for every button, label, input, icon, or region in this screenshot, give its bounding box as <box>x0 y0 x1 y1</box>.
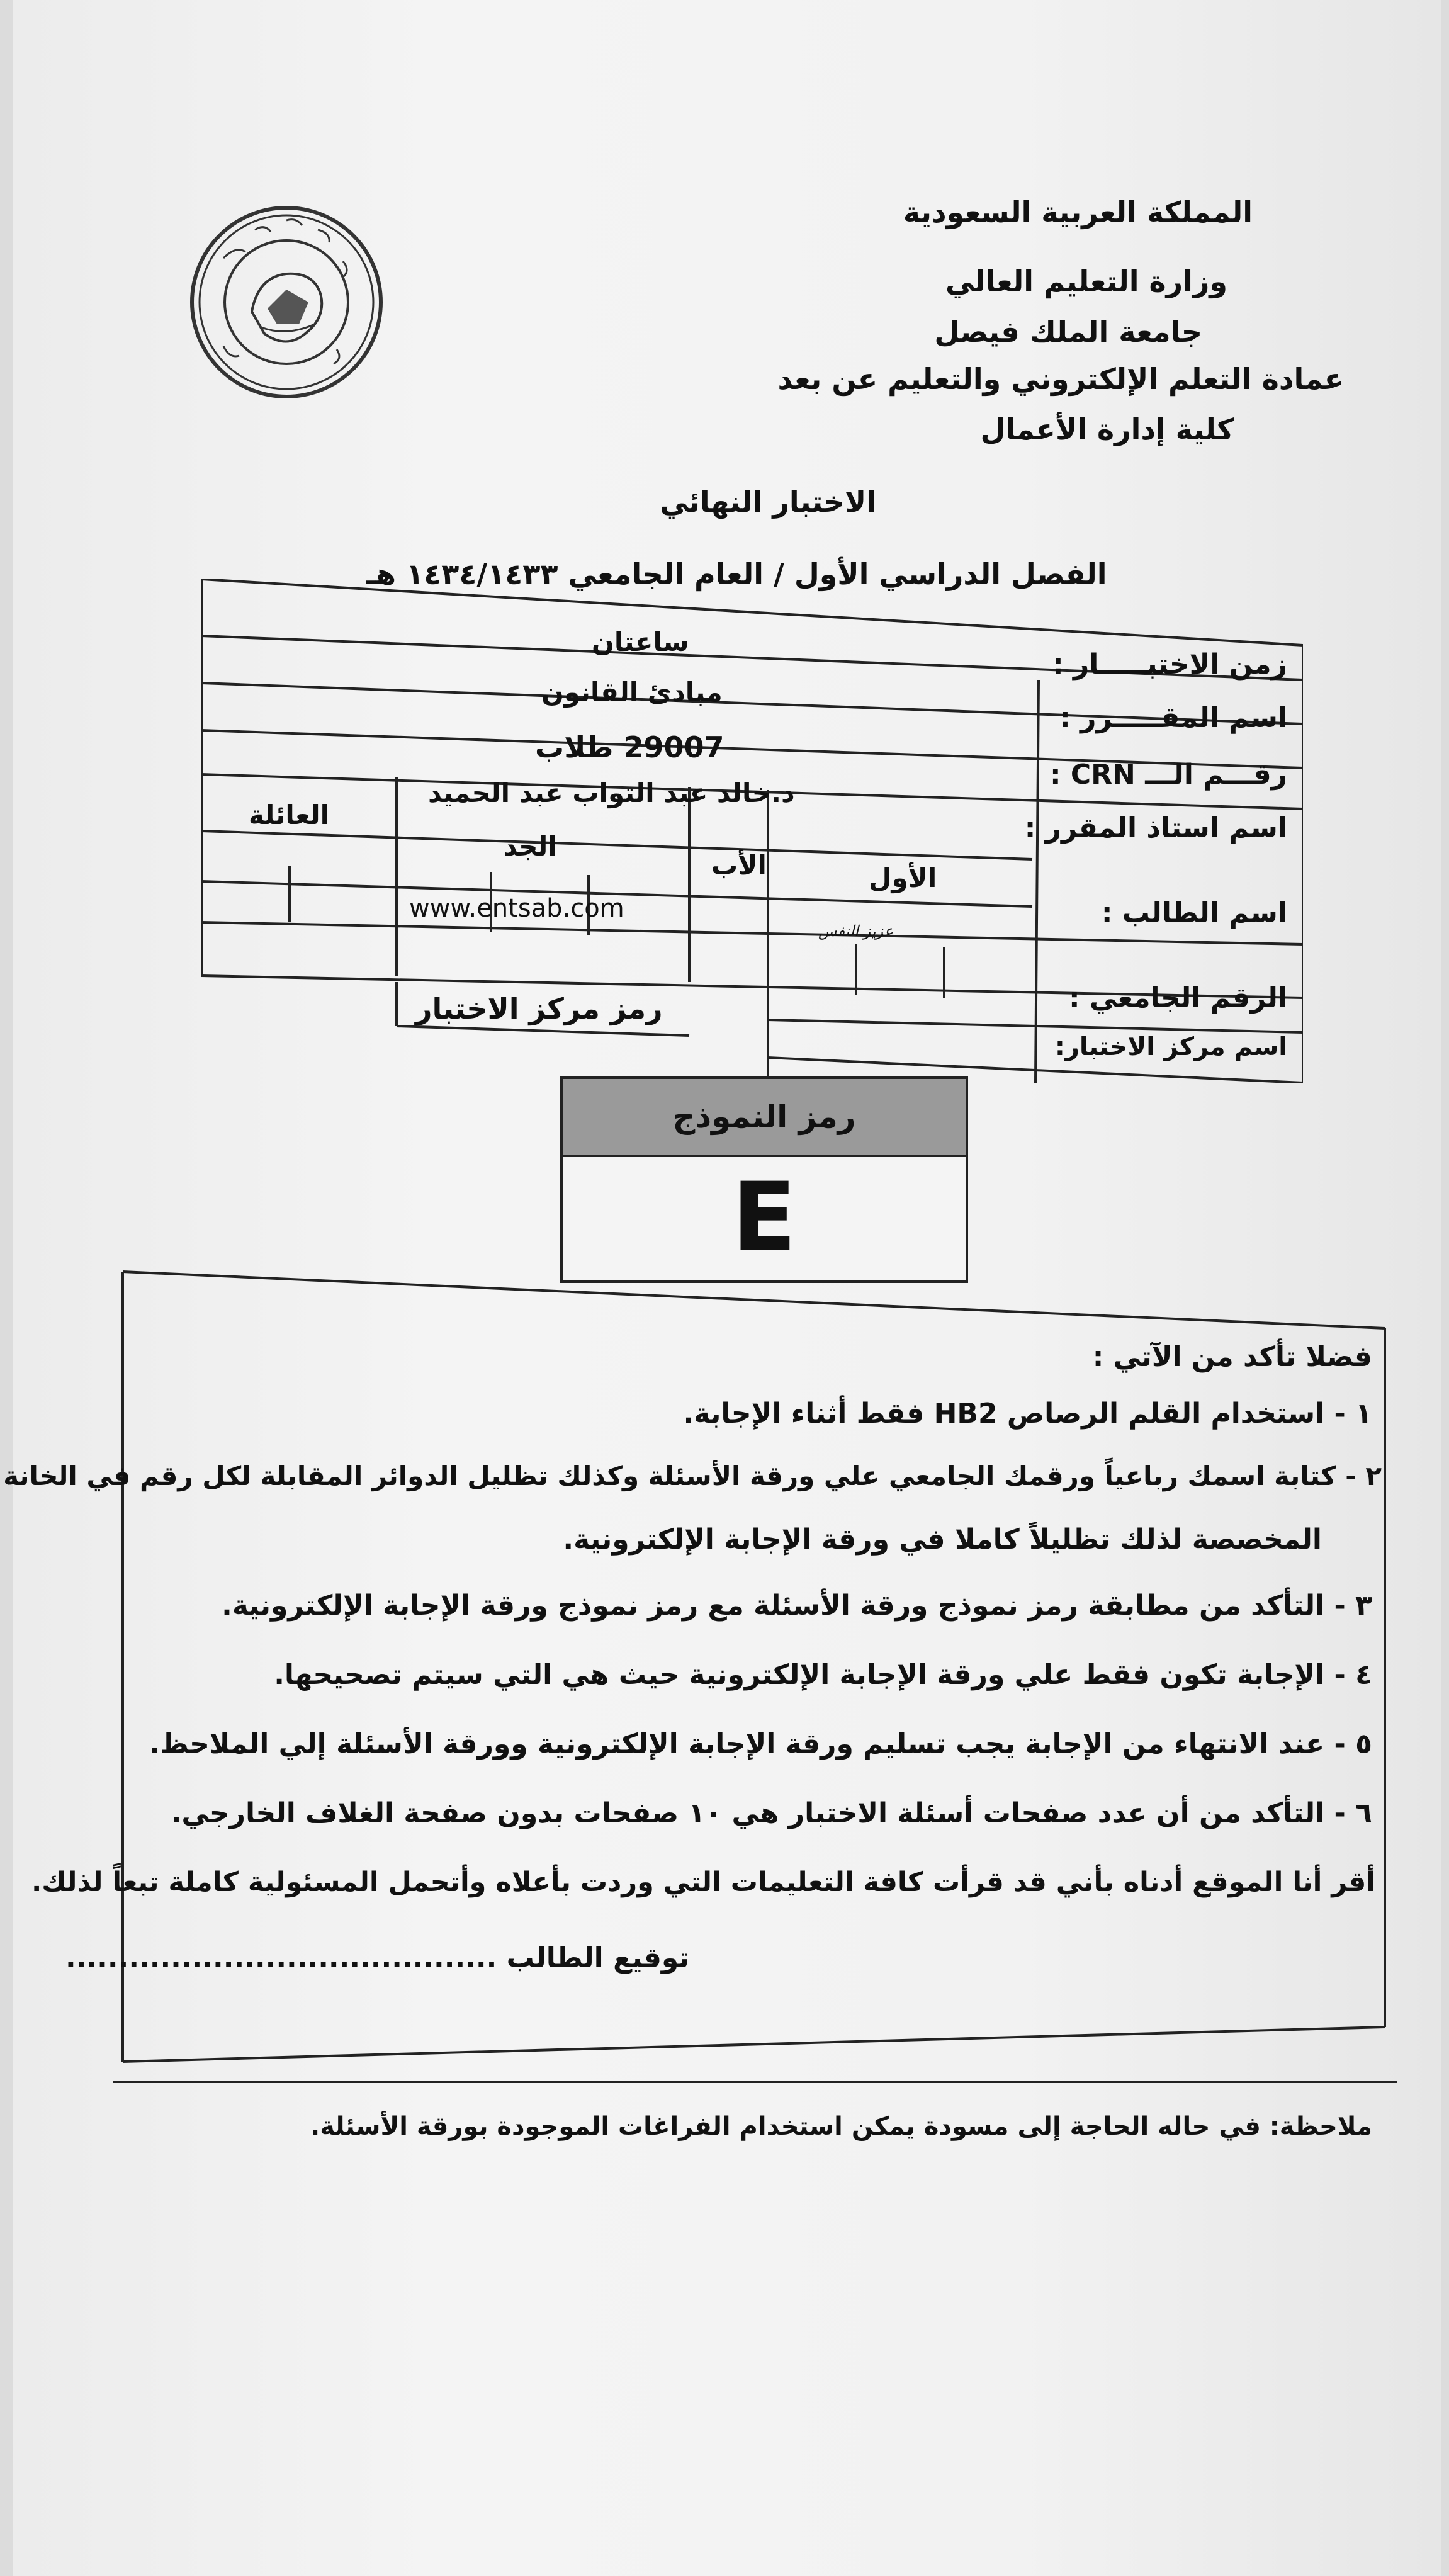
column-first: الأول <box>869 862 937 893</box>
column-family: العائلة <box>249 799 330 830</box>
note-text: ملاحظة: في حاله الحاجة إلى مسودة يمكن استخدام الفراغات الموجودة بورقة الأسئلة. <box>310 2112 1372 2141</box>
instruction-item: ١ - استخدام القلم الرصاص HB2 فقط أثناء الإجابة. <box>683 1398 1372 1430</box>
instruction-item: ٢ - كتابة اسمك رباعياً ورقمك الجامعي علي ورقة الأسئلة وكذلك تظليل الدوائر المقابلة لكل رقم في الخانة <box>3 1460 1382 1491</box>
time-value: ساعتان <box>592 626 689 657</box>
test-center-code-label: رمز مركز الاختبار <box>415 991 663 1025</box>
grandfather-value: www.entsab.com <box>409 894 624 923</box>
column-grandfather: الجد <box>504 831 557 862</box>
university-seal-icon <box>186 201 387 403</box>
acknowledgment-statement: أقر أنا الموقع أدناه بأني قد قرأت كافة التعليمات التي وردت بأعلاه وأتحمل المسئولية كاملة تبعاً لذلك. <box>31 1867 1375 1898</box>
note-divider <box>113 2081 1397 2083</box>
model-code-label: رمز النموذج <box>563 1079 966 1157</box>
student-signature-line: توقيع الطالب ......................................... <box>65 1942 689 1974</box>
instruction-item: ٥ - عند الانتهاء من الإجابة يجب تسليم ورقة الإجابة الإلكترونية وورقة الأسئلة إلي الملاحظ. <box>149 1728 1372 1760</box>
column-father: الأب <box>711 850 767 881</box>
time-label: زمن الاختبـــــار : <box>1052 648 1287 681</box>
header-college: كلية إدارة الأعمال <box>980 412 1234 446</box>
header-country: المملكة العربية السعودية <box>903 195 1253 229</box>
instruction-item: ٣ - التأكد من مطابقة رمز نموذج ورقة الأسئلة مع رمز نموذج ورقة الإجابة الإلكترونية. <box>222 1590 1372 1622</box>
semester-line: الفصل الدراسي الأول / العام الجامعي ١٤٣٤/١٤٣٣ هـ <box>366 557 1107 591</box>
instruction-item: المخصصة لذلك تظليلاً كاملا في ورقة الإجابة الإلكترونية. <box>563 1523 1322 1556</box>
instruction-item: ٦ - التأكد من أن عدد صفحات أسئلة الاختبار هي ١٠ صفحات بدون صفحة الغلاف الخارجي. <box>171 1797 1372 1829</box>
course-label: اسم المقـــــرر : <box>1059 702 1287 734</box>
model-code-box <box>560 1076 968 1283</box>
exam-cover-page <box>3 0 1441 2576</box>
course-value: مبادئ القانون <box>541 677 723 708</box>
student-name-label: اسم الطالب : <box>1101 897 1287 929</box>
model-code-value: E <box>731 1163 797 1272</box>
header-university: جامعة الملك فيصل <box>934 315 1202 349</box>
university-id-label: الرقم الجامعي : <box>1069 982 1287 1014</box>
instructor-label: اسم استاذ المقرر : <box>1024 812 1287 844</box>
instructions-heading: فضلا تأكد من الآتي : <box>1092 1341 1372 1373</box>
header-deanship: عمادة التعلم الإلكتروني والتعليم عن بعد <box>777 362 1344 396</box>
first-name-handwritten: عزيز النفس <box>818 922 894 940</box>
exam-title: الاختبار النهائي <box>660 485 876 519</box>
crn-label: رقـــم الـــ CRN : <box>1049 759 1287 791</box>
crn-value: 29007 طلاب <box>535 730 724 764</box>
instruction-item: ٤ - الإجابة تكون فقط علي ورقة الإجابة الإلكترونية حيث هي التي سيتم تصحيحها. <box>274 1659 1372 1691</box>
test-center-name-label: اسم مركز الاختبار: <box>1054 1032 1287 1061</box>
header-ministry: وزارة التعليم العالي <box>945 264 1227 298</box>
instructor-value: د.خالد عبد التواب عبد الحميد <box>428 777 795 808</box>
